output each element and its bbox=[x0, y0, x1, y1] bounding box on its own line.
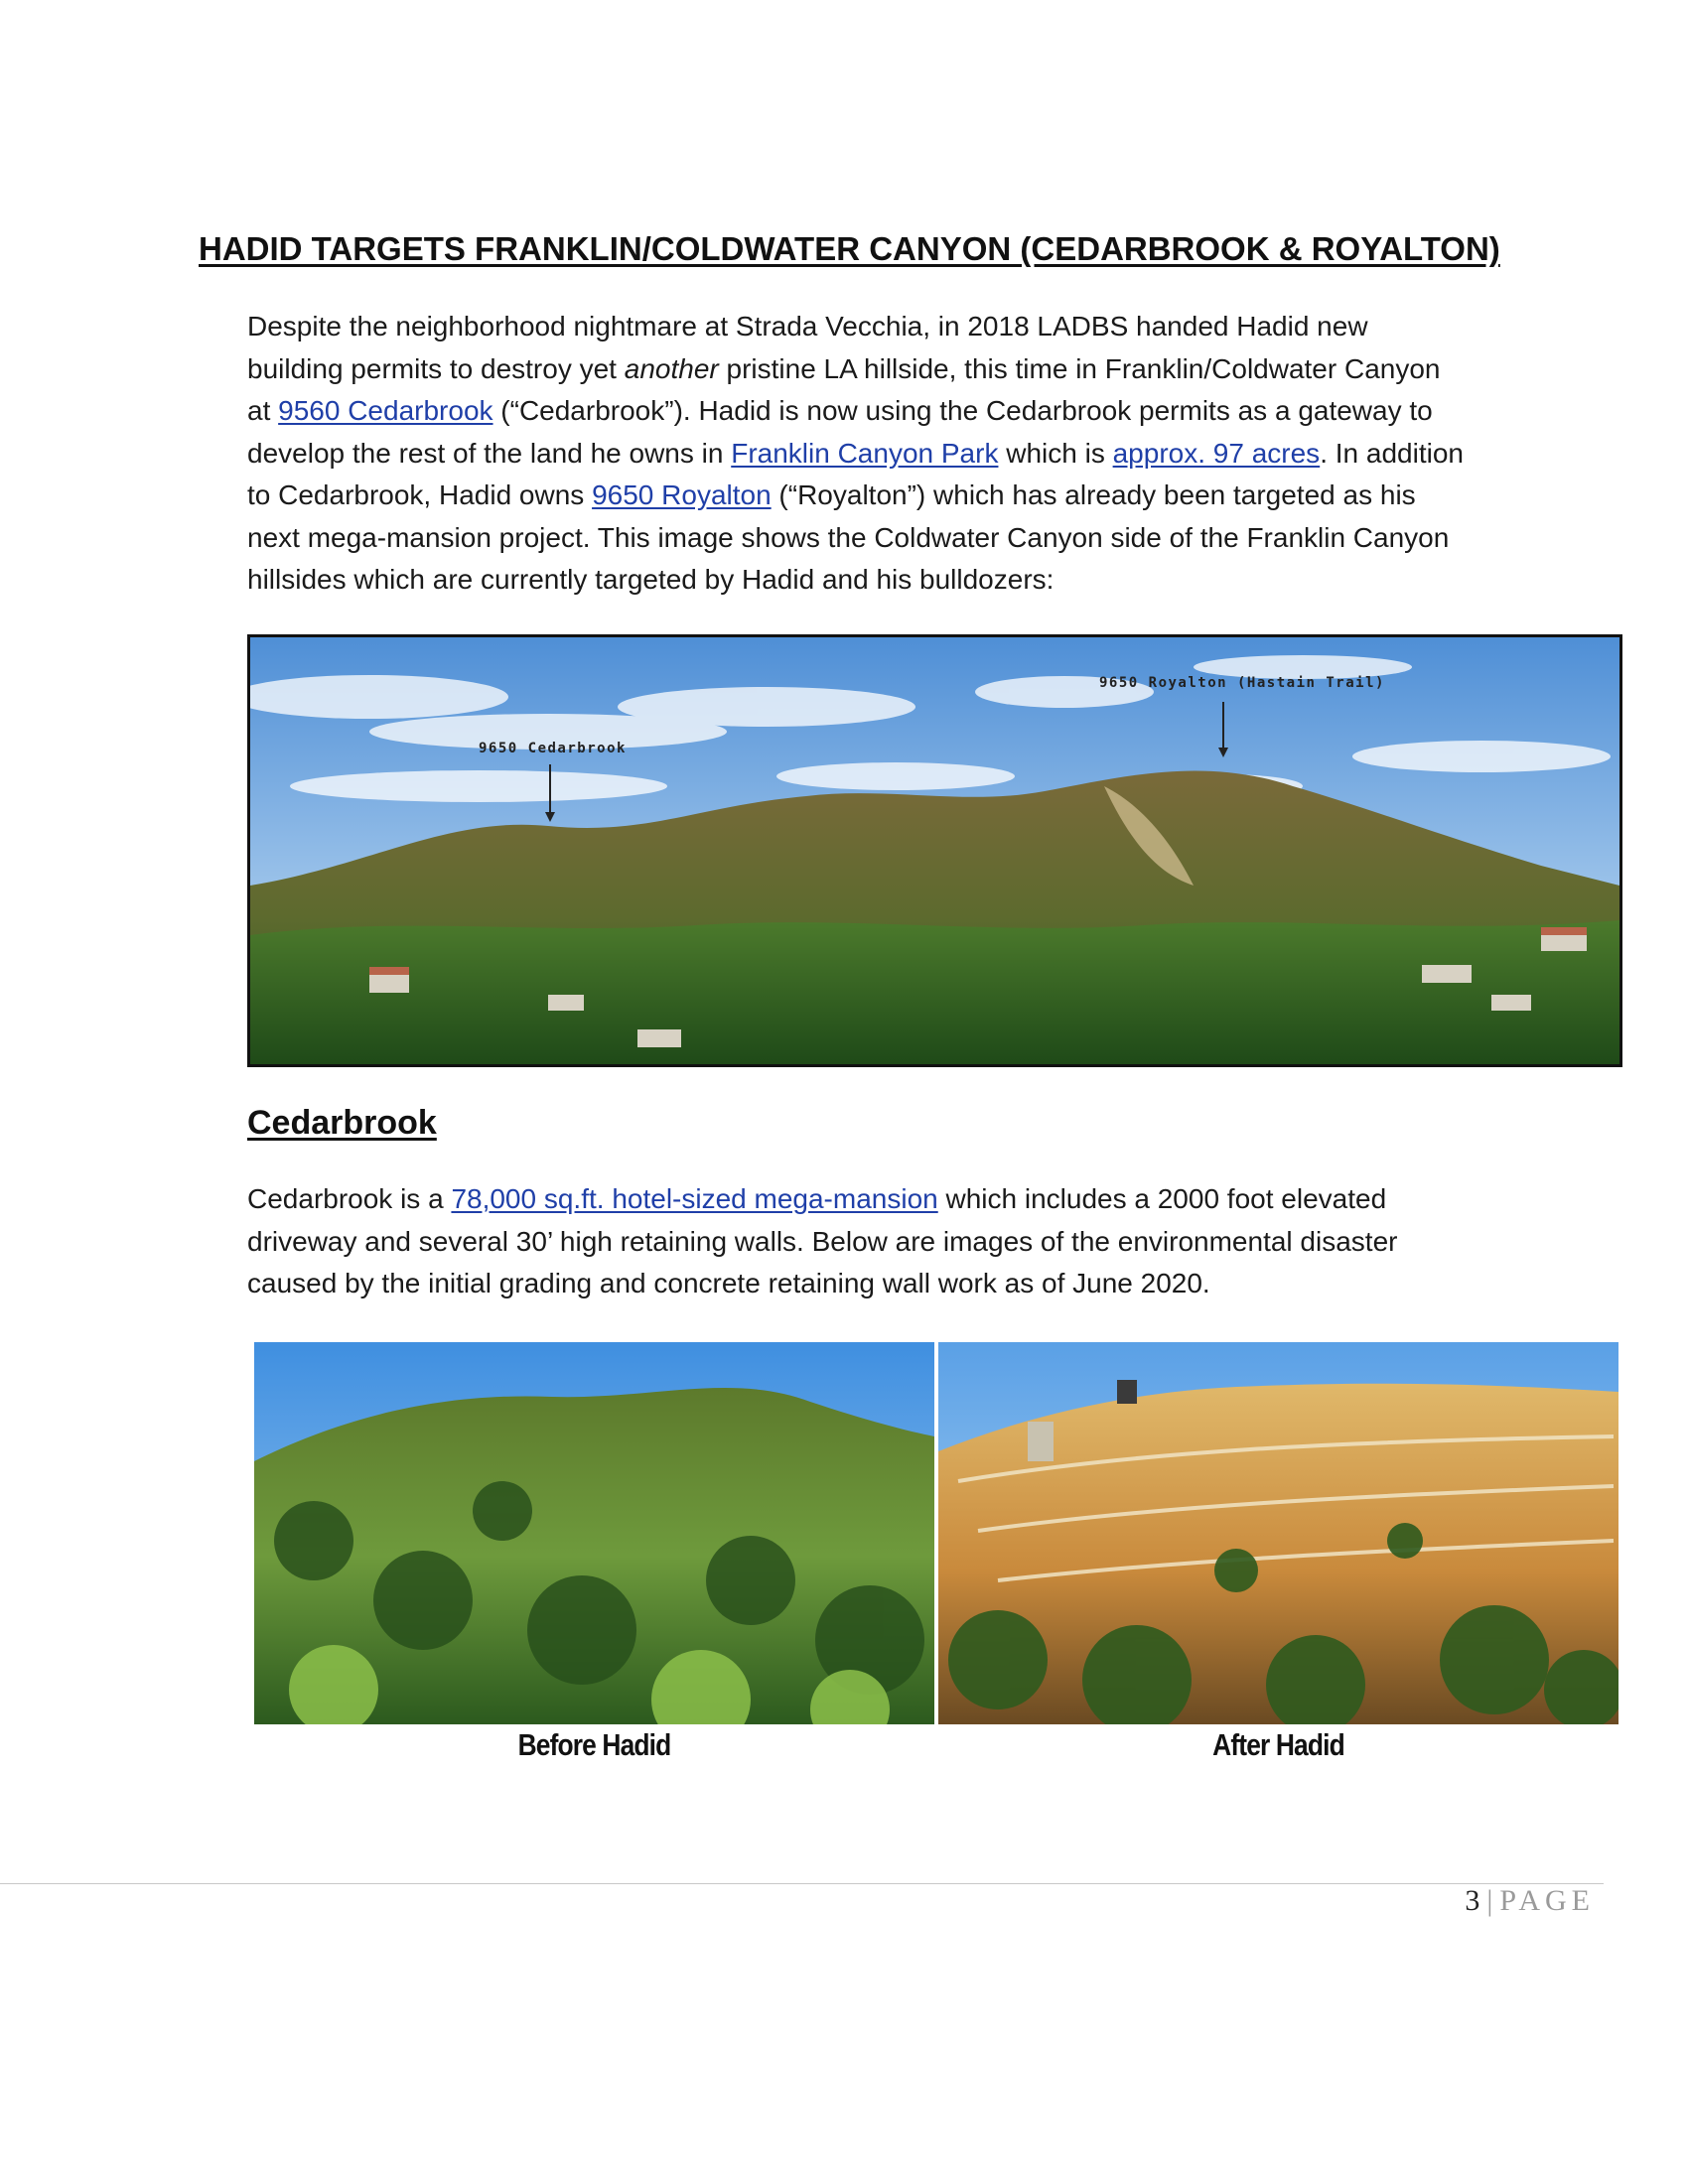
intro-text-3: (“Cedarbrook”). Hadid is now using the Cedarbrook permits as a gateway to develop the rest of the land he owns in bbox=[247, 395, 1433, 469]
cedarbrook-text-2: which includes a 2000 foot elevated driveway and several 30’ high retaining walls. Below are images of the environmental disaster caused by the initial grading and concrete retaining wall work as of June 2020. bbox=[247, 1183, 1398, 1298]
link-9650-royalton[interactable]: 9650 Royalton bbox=[592, 479, 772, 510]
intro-emphasis: another bbox=[624, 352, 719, 384]
link-franklin-canyon-park[interactable]: Franklin Canyon Park bbox=[731, 437, 999, 469]
label-royalton: 9650 Royalton (Hastain Trail) bbox=[1099, 675, 1385, 691]
link-9560-cedarbrook[interactable]: 9560 Cedarbrook bbox=[278, 395, 493, 426]
intro-paragraph bbox=[247, 306, 1469, 602]
page-separator: | bbox=[1486, 1884, 1496, 1917]
footer-divider bbox=[0, 1883, 1604, 1884]
after-caption: After Hadid bbox=[1212, 1727, 1344, 1762]
before-photo bbox=[254, 1342, 934, 1724]
link-mega-mansion[interactable]: 78,000 sq.ft. hotel-sized mega-mansion bbox=[451, 1183, 938, 1214]
panorama-image bbox=[247, 634, 1622, 1067]
intro-text-6: (“Royalton”) which has already been targeted as his next mega-mansion project. This image shows the Coldwater Canyon side of the Franklin Canyon hillsides which are currently targeted by Hadid and his bulldozers: bbox=[247, 479, 1450, 595]
page-number-footer bbox=[1465, 1884, 1595, 1918]
intro-text-5: . In addition to Cedarbrook, Hadid owns bbox=[247, 437, 1464, 510]
label-cedarbrook: 9650 Cedarbrook bbox=[479, 741, 627, 756]
section-heading-cedarbrook: Cedarbrook bbox=[247, 1104, 437, 1142]
cedarbrook-paragraph bbox=[247, 1178, 1469, 1305]
cedarbrook-text-1: Cedarbrook is a bbox=[247, 1183, 452, 1214]
intro-text-1: Despite the neighborhood nightmare at Strada Vecchia, in 2018 LADBS handed Hadid new building permits to destroy yet bbox=[247, 311, 1368, 384]
after-photo bbox=[938, 1342, 1618, 1724]
intro-text-4: which is bbox=[998, 437, 1113, 469]
intro-text-2: pristine LA hillside, this time in Franklin/Coldwater Canyon at bbox=[247, 352, 1441, 426]
page-word: PAGE bbox=[1499, 1884, 1595, 1917]
page-number: 3 bbox=[1465, 1884, 1483, 1917]
link-approx-97-acres[interactable]: approx. 97 acres bbox=[1112, 437, 1321, 469]
page-title: HADID TARGETS FRANKLIN/COLDWATER CANYON (CEDARBROOK & ROYALTON) bbox=[199, 230, 1500, 267]
after-hillside-illustration bbox=[938, 1342, 1618, 1724]
before-hillside-illustration bbox=[254, 1342, 934, 1724]
panorama-hillside-illustration bbox=[250, 637, 1619, 1064]
before-caption: Before Hadid bbox=[517, 1727, 671, 1762]
